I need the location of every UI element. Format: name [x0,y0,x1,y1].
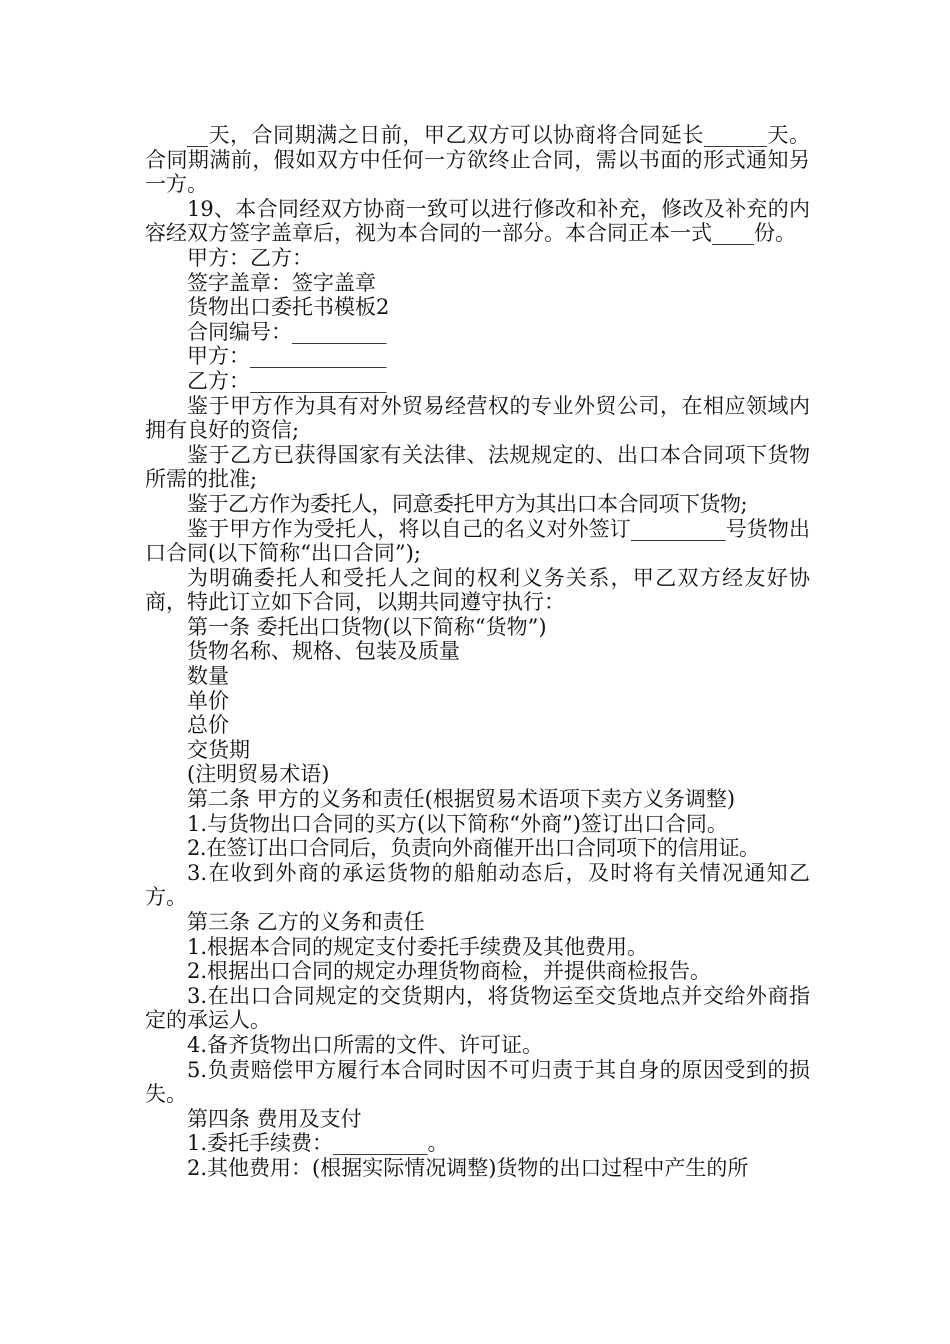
recital-5: 为明确委托人和受托人之间的权利义务关系，甲乙双方经友好协商，特此订立如下合同，以期共同遵守执行： [145,565,810,615]
article-4-heading: 第四条 费用及支付 [187,1106,362,1131]
paragraph-clause-19: 19、本合同经双方协商一致可以进行修改和补充，修改及补充的内容经双方签字盖章后，视为本合同的一部分。本合同正本一式____份。 [145,196,810,246]
document-body [145,123,810,1181]
recital-1: 鉴于甲方作为具有对外贸易经营权的专业外贸公司，在相应领域内拥有良好的资信; [145,393,810,443]
article-3-item-2: 2.根据出口合同的规定办理货物商检，并提供商检报告。 [187,959,712,984]
party-a-line: 甲方：_____________ [187,344,387,369]
party-b-line: 乙方：_____________ [187,368,387,393]
article-2-item-1: 1.与货物出口合同的买方(以下简称“外商”)签订出口合同。 [187,811,728,836]
article-4-item-1: 1.委托手续费：_________。 [187,1131,449,1156]
article-3-item-3: 3.在出口合同规定的交货期内，将货物运至交货地点并交给外商指定的承运人。 [145,983,810,1033]
paragraph-contract-extension: __天，合同期满之日前，甲乙双方可以协商将合同延长______天。合同期满前，假如双方中任何一方欲终止合同，需以书面的形式通知另一方。 [145,123,810,197]
article-3-item-1: 1.根据本合同的规定支付委托手续费及其他费用。 [187,934,649,959]
template-title: 货物出口委托书模板2 [187,295,390,320]
trade-terms-note: (注明贸易术语) [187,762,330,787]
recital-2: 鉴于乙方已获得国家有关法律、法规规定的、出口本合同项下货物所需的批准; [145,442,810,492]
signature-line: 签字盖章：签字盖章 [187,270,376,295]
recital-4: 鉴于甲方作为受托人，将以自己的名义对外签订_________号货物出口合同(以下简称“出口合同”); [145,516,810,566]
article-2-item-3: 3.在收到外商的承运货物的船舶动态后，及时将有关情况通知乙方。 [145,860,810,910]
goods-unit-price-item: 单价 [187,688,229,713]
article-3-heading: 第三条 乙方的义务和责任 [187,910,425,934]
article-1-heading: 第一条 委托出口货物(以下简称“货物”) [187,614,547,639]
article-3-item-5: 5.负责赔偿甲方履行本合同时因不可归责于其自身的原因受到的损失。 [145,1057,810,1107]
goods-delivery-item: 交货期 [187,737,250,762]
party-line: 甲方：乙方： [187,245,313,270]
goods-spec-item: 货物名称、规格、包装及质量 [187,639,460,664]
article-2-item-2: 2.在签订出口合同后，负责向外商催开出口合同项下的信用证。 [187,836,760,861]
recital-3: 鉴于乙方作为委托人，同意委托甲方为其出口本合同项下货物; [187,491,748,516]
article-3-item-4: 4.备齐货物出口所需的文件、许可证。 [187,1032,544,1057]
goods-total-price-item: 总价 [187,713,229,738]
article-4-item-2: 2.其他费用：(根据实际情况调整)货物的出口过程中产生的所 [187,1155,749,1180]
contract-number-line: 合同编号：_________ [187,319,387,344]
article-2-heading: 第二条 甲方的义务和责任(根据贸易术语项下卖方义务调整) [187,787,736,812]
goods-quantity-item: 数量 [187,664,229,689]
